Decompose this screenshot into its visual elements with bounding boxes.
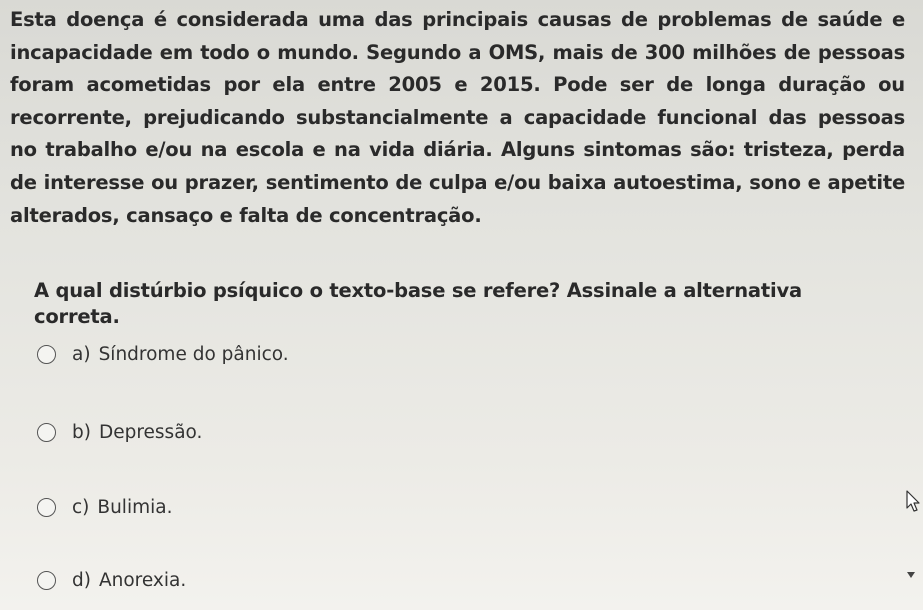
option-c[interactable] bbox=[37, 497, 172, 518]
option-letter: a) bbox=[72, 344, 91, 365]
option-letter: c) bbox=[72, 497, 90, 518]
option-letter: b) bbox=[72, 422, 91, 443]
option-d[interactable] bbox=[37, 570, 186, 591]
question-text: A qual distúrbio psíquico o texto-base se refere? Assinale a alternativa correta. bbox=[34, 279, 802, 328]
option-label: Síndrome do pânico. bbox=[98, 344, 289, 365]
option-a[interactable] bbox=[37, 344, 289, 365]
option-letter: d) bbox=[72, 570, 91, 591]
passage-text: Esta doença é considerada uma das principais causas de problemas de saúde e incapacidade em todo o mundo. Segundo a OMS, mais de 300 milhões de pessoas foram acometidas por ela entre 2005 e 2015. Pode ser de longa duração ou recorrente, prejudicando substancialmente a capacidade funcional das pessoas no trabalho e/ou na escola e na vida diária. Alguns sintomas são: tristeza, perda de interesse ou prazer, sentimento de culpa e/ou baixa autoestima, sono e apetite alterados, cansaço e falta de concentração. bbox=[10, 8, 905, 227]
radio-button-icon[interactable] bbox=[37, 423, 56, 442]
option-label: Bulimia. bbox=[97, 497, 173, 518]
radio-button-icon[interactable] bbox=[37, 571, 56, 590]
scroll-down-arrow-icon[interactable] bbox=[906, 571, 916, 579]
radio-button-icon[interactable] bbox=[37, 498, 56, 517]
pointer-cursor-icon bbox=[906, 490, 920, 512]
radio-button-icon[interactable] bbox=[37, 345, 56, 364]
option-label: Anorexia. bbox=[98, 570, 187, 591]
option-b[interactable] bbox=[37, 422, 202, 443]
option-label: Depressão. bbox=[98, 422, 203, 443]
